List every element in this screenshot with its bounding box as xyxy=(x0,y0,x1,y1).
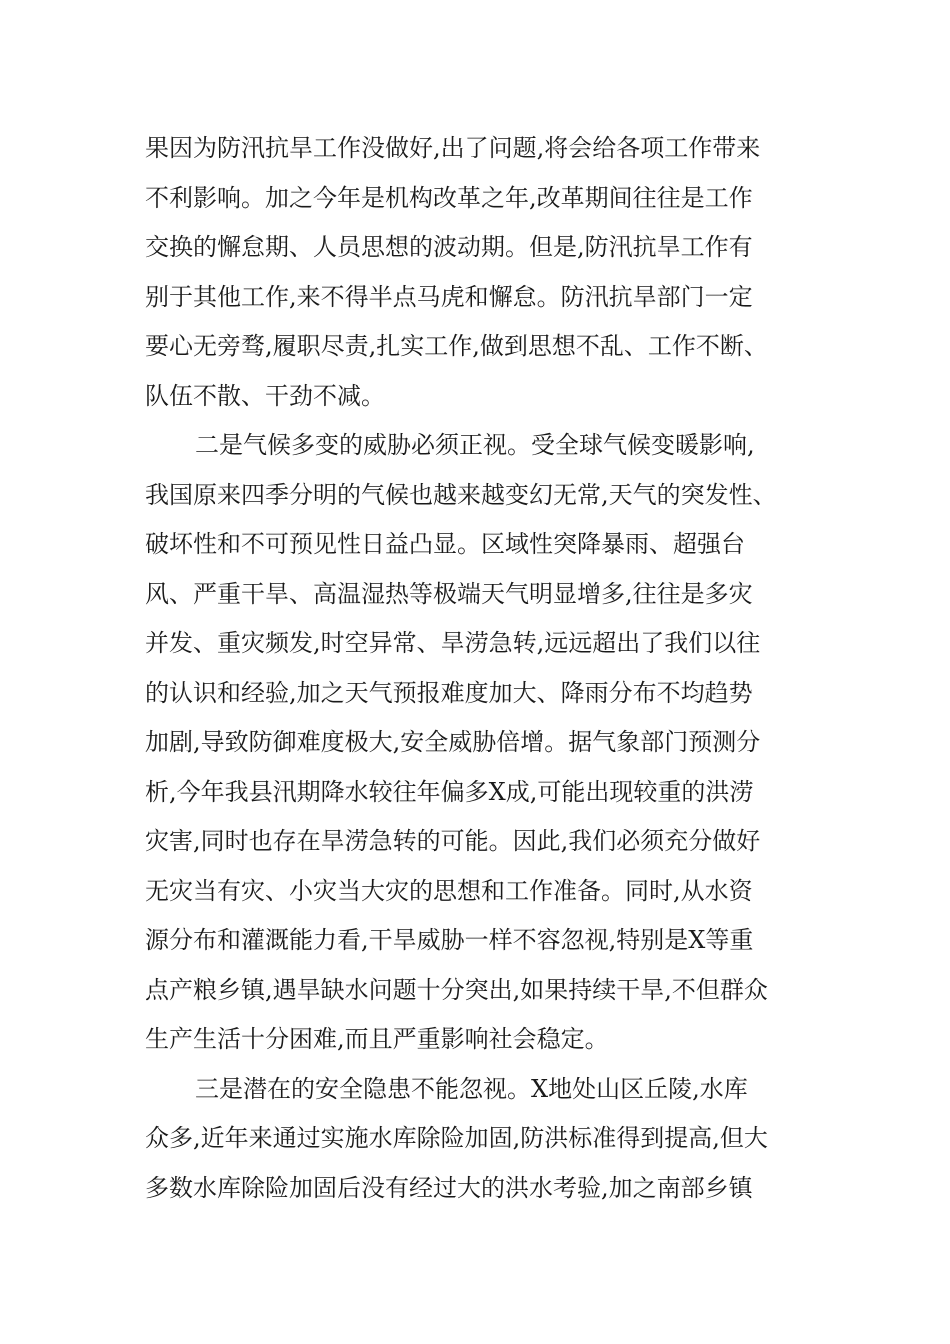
text-line: 并发、重灾频发,时空异常、旱涝急转,远远超出了我们以往 xyxy=(145,629,761,657)
paragraph-2 xyxy=(145,421,835,1065)
text-line: 三是潜在的安全隐患不能忽视。X地处山区丘陵,水库 xyxy=(195,1074,748,1103)
paragraph-3 xyxy=(145,1065,835,1214)
text-line: 风、严重干旱、高温湿热等极端天气明显增多,往往是多灾 xyxy=(145,579,753,608)
text-line: 二是气候多变的威胁必须正视。受全球气候变暖影响, xyxy=(195,431,755,459)
text-line: 要心无旁骛,履职尽责,扎实工作,做到思想不乱、工作不断、 xyxy=(145,332,768,360)
text-line: 灾害,同时也存在旱涝急转的可能。因此,我们必须充分做好 xyxy=(145,827,761,855)
text-line: 破坏性和不可预见性日益凸显。区域性突降暴雨、超强台 xyxy=(145,530,745,558)
text-line: 的认识和经验,加之天气预报难度加大、降雨分布不均趋势 xyxy=(145,678,753,707)
text-line: 生产生活十分困难,而且严重影响社会稳定。 xyxy=(145,1025,609,1053)
text-line: 队伍不散、干劲不减。 xyxy=(145,381,385,410)
text-line: 不利影响。加之今年是机构改革之年,改革期间往往是工作 xyxy=(145,183,753,212)
text-line: 别于其他工作,来不得半点马虎和懈怠。防汛抗旱部门一定 xyxy=(145,282,753,311)
text-line: 我国原来四季分明的气候也越来越变幻无常,天气的突发性、 xyxy=(145,480,777,509)
text-line: 加剧,导致防御难度极大,安全威胁倍增。据气象部门预测分 xyxy=(145,728,761,756)
text-line: 无灾当有灾、小灾当大灾的思想和工作准备。同时,从水资 xyxy=(145,876,753,905)
document-body xyxy=(145,124,835,1213)
text-line: 多数水库除险加固后没有经过大的洪水考验,加之南部乡镇 xyxy=(145,1173,753,1202)
text-line: 交换的懈怠期、人员思想的波动期。但是,防汛抗旱工作有 xyxy=(145,233,753,261)
text-line: 源分布和灌溉能力看,干旱威胁一样不容忽视,特别是X等重 xyxy=(145,926,754,954)
text-line: 果因为防汛抗旱工作没做好,出了问题,将会给各项工作带来 xyxy=(145,134,761,162)
text-line: 点产粮乡镇,遇旱缺水问题十分突出,如果持续干旱,不但群众 xyxy=(145,975,768,1004)
text-line: 析,今年我县汛期降水较往年偏多X成,可能出现较重的洪涝 xyxy=(145,777,754,806)
text-line: 众多,近年来通过实施水库除险加固,防洪标准得到提高,但大 xyxy=(145,1124,768,1152)
paragraph-1 xyxy=(145,124,835,421)
